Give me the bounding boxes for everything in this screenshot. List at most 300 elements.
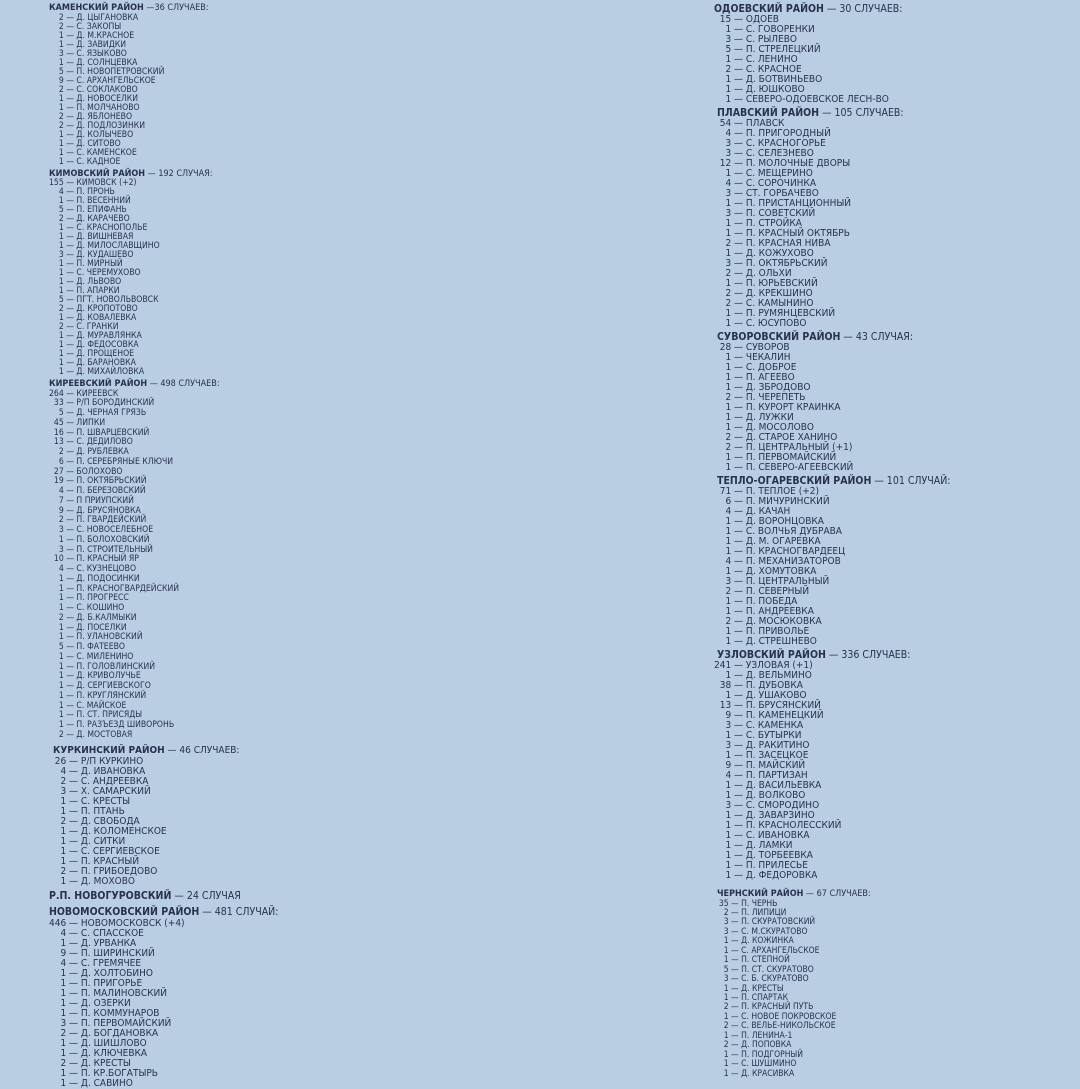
locality-name: Д. КОЛЫЧЕВО	[76, 129, 134, 140]
dash-separator: —	[66, 987, 81, 999]
locality-name: Д. ПОДОСИНКИ	[76, 573, 140, 584]
locality-name: П. МИРНЫЙ	[76, 259, 123, 269]
locality-name: П. СПАРТАК	[741, 993, 788, 1004]
dash-separator: —	[63, 75, 77, 86]
locality-count: 3	[723, 926, 729, 937]
locality-count: 3	[725, 34, 732, 45]
locality-name: П. КРАСНОЛЕССКИЙ	[745, 820, 842, 831]
locality-row	[49, 179, 519, 188]
locality-name: П. КРАСНЫЙ	[80, 855, 140, 867]
locality-row	[49, 1079, 519, 1089]
locality-name: С. АНДРЕЕВКА	[80, 775, 149, 787]
locality-name: С. ВОЛЧЬЯ ДУБРАВА	[745, 526, 842, 537]
locality-name: П. МИЧУРИНСКИЙ	[745, 496, 830, 507]
locality-name: С. КАМЕНКА	[745, 720, 804, 731]
dash-separator: —	[63, 534, 77, 545]
dash-separator: —	[728, 907, 742, 918]
locality-count: 3	[725, 188, 732, 199]
locality-name: Д. МОСОЛОВО	[745, 422, 814, 433]
locality-count: 1	[723, 945, 729, 956]
dash-separator: —	[63, 729, 77, 740]
locality-name: С. МАЙСКОЕ	[76, 700, 127, 711]
locality-name: П. СТРОЙКА	[745, 218, 802, 229]
locality-name: Д. КРОПОТОВО	[76, 304, 138, 314]
locality-name: П. КАМЕНЕЦКИЙ	[745, 710, 824, 721]
locality-count: 2	[725, 586, 732, 597]
dash-separator: —	[731, 546, 746, 557]
locality-name: Д. ВАСИЛЬЕВКА	[745, 780, 822, 791]
count-indent	[49, 662, 59, 672]
dash-separator: —	[63, 593, 77, 604]
locality-count: 28	[719, 342, 732, 353]
locality-name: П. КРАСНОГВАРДЕЙСКИЙ	[76, 583, 180, 594]
count-indent	[49, 584, 59, 594]
dash-separator: —	[731, 54, 746, 65]
locality-name: Д. ЮШКОВО	[745, 84, 805, 95]
locality-count: 1	[58, 30, 64, 41]
locality-name: С. КРАСНОЕ	[745, 64, 802, 75]
locality-count: 1	[725, 84, 732, 95]
locality-count: 1	[725, 362, 732, 373]
locality-count: 1	[725, 516, 732, 527]
dash-separator: —	[63, 241, 77, 251]
locality-name: Д. ПОДЛОЗИНКИ	[76, 120, 146, 131]
locality-name: Д. СИТКИ	[80, 835, 126, 847]
locality-count: 2	[725, 268, 732, 279]
locality-count: 1	[725, 462, 732, 473]
locality-count: 1	[58, 129, 64, 140]
locality-count: 27	[53, 466, 64, 477]
count-indent	[49, 545, 59, 555]
locality-count: 1	[58, 223, 64, 233]
locality-name: Д. ЗАВАРЗИНО	[745, 810, 815, 821]
dash-separator: —	[63, 651, 77, 662]
locality-name: С. БУТЫРКИ	[745, 730, 802, 741]
dash-separator: —	[731, 486, 746, 497]
locality-name: ОДОЕВ	[745, 14, 779, 25]
locality-name: П. БОЛОХОВСКИЙ	[76, 534, 150, 545]
locality-count: 1	[60, 937, 67, 949]
locality-name: П. АНДРЕЕВКА	[745, 606, 814, 617]
dash-separator: —	[63, 367, 77, 377]
dash-separator: —	[731, 720, 746, 731]
locality-name: ПЛАВСК	[745, 118, 785, 129]
dash-separator: —	[63, 603, 77, 613]
locality-count: 4	[60, 957, 67, 969]
locality-name: С. ДЕДИЛОВО	[76, 437, 133, 448]
locality-name: П. ПАРТИЗАН	[745, 770, 808, 781]
locality-count: 1	[725, 626, 732, 637]
locality-count: 1	[725, 278, 732, 289]
dash-separator: —	[731, 118, 746, 129]
locality-name: Д. СЕРГИЕВСКОГО	[76, 681, 151, 691]
district-name: Р.П. НОВОГУРОВСКИЙ	[49, 889, 172, 902]
locality-count: 4	[58, 486, 64, 496]
locality-name: П. ЦЕНТРАЛЬНЫЙ (+1)	[745, 442, 853, 453]
locality-name: С. ГРЕМЯЧЕЕ	[80, 957, 142, 969]
locality-name: Д. ВОРОНЦОВКА	[745, 516, 824, 527]
locality-name: С. СМОРОДИНО	[745, 800, 820, 811]
dash-separator: —	[63, 102, 77, 113]
dash-separator: —	[66, 1007, 81, 1019]
dash-separator: —	[63, 232, 77, 242]
dash-separator: —	[63, 408, 77, 418]
locality-name: П. БРУСЯНСКИЙ	[745, 700, 821, 711]
count-indent	[49, 447, 59, 457]
dash-separator: —	[63, 427, 77, 438]
locality-count: 1	[58, 241, 64, 251]
dash-separator: —	[731, 452, 746, 463]
dash-separator: —	[731, 690, 746, 701]
locality-name: КИРЕЕВСК	[76, 388, 119, 399]
locality-count: 1	[60, 1037, 67, 1049]
count-indent	[49, 496, 59, 506]
dash-separator: —	[731, 860, 746, 871]
locality-count: 446	[49, 917, 67, 929]
locality-count: 2	[60, 1057, 67, 1069]
locality-count: 5	[58, 408, 64, 418]
locality-name: Д. МИЛОСЛАВЩИНО	[76, 241, 160, 251]
locality-name: П. КРУГЛЯНСКИЙ	[76, 690, 147, 701]
dash-separator: —	[728, 1040, 742, 1051]
dash-separator: —	[731, 128, 746, 139]
district-summary: — 67 СЛУЧАЕВ:	[803, 889, 871, 899]
locality-count: 1	[58, 196, 64, 206]
locality-name: Д. БОГДАНОВКА	[80, 1027, 159, 1039]
locality-count: 1	[58, 57, 64, 68]
dash-separator: —	[728, 917, 742, 928]
locality-name: П. БЕРЕЗОВСКИЙ	[76, 486, 146, 496]
district-section	[714, 107, 1080, 329]
locality-name: С. ШУШМИНО	[741, 1059, 797, 1070]
dash-separator: —	[63, 671, 77, 682]
locality-count: 1	[723, 1059, 729, 1070]
locality-name: П. ГРИБОЕДОВО	[80, 865, 158, 877]
locality-count: 1	[60, 987, 67, 999]
dash-separator: —	[731, 750, 746, 761]
locality-name: С. НОВОЕ ПОКРОВСКОЕ	[741, 1011, 837, 1022]
locality-name: П. ДУБОВКА	[745, 680, 803, 691]
dash-separator: —	[66, 785, 81, 797]
dash-separator: —	[731, 780, 746, 791]
dash-separator: —	[731, 94, 746, 105]
district-summary: — 105 СЛУЧАЕВ:	[819, 107, 904, 119]
locality-name: П. КРАСНЫЙ ОКТЯБРЬ	[745, 228, 850, 239]
locality-count: 1	[58, 367, 64, 377]
count-indent	[49, 876, 60, 887]
dash-separator: —	[63, 456, 77, 467]
locality-count: 9	[60, 947, 67, 959]
dash-separator: —	[63, 84, 77, 95]
locality-count: 4	[725, 128, 732, 139]
dash-separator: —	[731, 372, 746, 383]
locality-name: Д. СИТОВО	[76, 138, 121, 149]
locality-row	[49, 278, 519, 287]
count-indent	[49, 613, 59, 623]
district-summary: — 24 СЛУЧАЯ	[171, 889, 241, 902]
locality-name: Д. ЛАМКИ	[745, 840, 793, 851]
locality-name: Д. ЗБРОДОВО	[745, 382, 811, 393]
locality-name: Д. МУРАВЛЯНКА	[76, 331, 142, 341]
district-section	[714, 889, 1080, 1079]
locality-name: С. ЮСУПОВО	[745, 318, 807, 329]
dash-separator: —	[728, 974, 742, 985]
count-indent	[49, 691, 59, 701]
locality-count: 1	[725, 412, 732, 423]
dash-separator: —	[63, 710, 77, 721]
locality-name: П. ПОДГОРНЫЙ	[741, 1049, 803, 1060]
dash-separator: —	[731, 74, 746, 85]
locality-count: 1	[725, 810, 732, 821]
dash-separator: —	[731, 318, 746, 329]
locality-name: С. М.СКУРАТОВО	[741, 926, 808, 937]
district-name: УЗЛОВСКИЙ РАЙОН	[717, 649, 826, 661]
section-gap	[714, 881, 1080, 889]
district-section	[49, 169, 519, 378]
locality-name: П. ПРИЛЕСЬЕ	[745, 860, 808, 871]
locality-count: 4	[725, 506, 732, 517]
dash-separator: —	[731, 178, 746, 189]
locality-name: П. МЕХАНИЗАТОРОВ	[745, 556, 841, 567]
dash-separator: —	[66, 1067, 81, 1079]
dash-separator: —	[63, 147, 77, 158]
dash-separator: —	[731, 810, 746, 821]
locality-name: П. КРАСНЫЙ ПУТЬ	[741, 1002, 814, 1013]
dash-separator: —	[63, 573, 77, 584]
dash-separator: —	[63, 437, 77, 448]
dash-separator: —	[63, 661, 77, 672]
locality-count: 1	[725, 690, 732, 701]
count-indent	[714, 870, 725, 881]
dash-separator: —	[731, 606, 746, 617]
locality-count: 26	[54, 755, 67, 767]
locality-count: 2	[60, 865, 67, 877]
locality-name: Д. КРЕСТЫ	[80, 1057, 131, 1069]
dash-separator: —	[728, 1049, 742, 1060]
locality-name: П. ТЕПЛОЕ (+2)	[745, 486, 820, 497]
district-header	[49, 905, 519, 919]
district-summary: — 101 СЛУЧАЙ:	[871, 475, 951, 487]
dash-separator: —	[731, 84, 746, 95]
locality-name: С. СОРОЧИНКА	[745, 178, 816, 189]
locality-count: 3	[58, 544, 64, 555]
locality-count: 1	[58, 259, 64, 269]
locality-count: 2	[60, 1027, 67, 1039]
count-indent	[49, 603, 59, 613]
locality-count: 2	[723, 1002, 729, 1013]
dash-separator: —	[731, 392, 746, 403]
locality-count: 1	[723, 1011, 729, 1022]
district-section	[49, 905, 519, 1089]
locality-count: 2	[60, 815, 67, 827]
count-indent	[49, 408, 59, 418]
dash-separator: —	[63, 564, 77, 574]
locality-name: П. ЛЕНИНА-1	[741, 1030, 793, 1041]
locality-name: Д. КУДАШЕВО	[76, 250, 134, 260]
dash-separator: —	[66, 765, 81, 777]
locality-name: Д. ХОЛТОБИНО	[80, 967, 153, 979]
district-name: СУВОРОВСКИЙ РАЙОН	[717, 331, 841, 343]
dash-separator: —	[66, 977, 81, 989]
locality-count: 1	[60, 835, 67, 847]
dash-separator: —	[731, 850, 746, 861]
locality-row	[714, 463, 1080, 473]
locality-name: Д. МИХАЙЛОВКА	[76, 367, 145, 377]
locality-count: 1	[725, 830, 732, 841]
locality-name: П. ЦЕНТРАЛЬНЫЙ	[745, 576, 830, 587]
dash-separator: —	[731, 710, 746, 721]
locality-count: 1	[58, 313, 64, 323]
dash-separator: —	[731, 298, 746, 309]
locality-name: П. СЕВЕРО-АГЕЕВСКИЙ	[745, 462, 854, 473]
dash-separator: —	[731, 526, 746, 537]
dash-separator: —	[731, 168, 746, 179]
locality-name: Д. ЛЬВОВО	[76, 277, 122, 287]
locality-count: 3	[725, 800, 732, 811]
locality-name: С. СПАССКОЕ	[80, 927, 144, 939]
locality-name: Д. КРИВОЛУЧЬЕ	[76, 671, 141, 682]
dash-separator: —	[731, 760, 746, 771]
locality-name: Д. СОЛНЦЕВКА	[76, 57, 138, 68]
locality-count: 2	[58, 322, 64, 332]
locality-count: 2	[725, 288, 732, 299]
locality-count: 1	[58, 583, 64, 594]
locality-name: С. КРАСНОГОРЬЕ	[745, 138, 826, 149]
locality-count: 1	[723, 1049, 729, 1060]
locality-row	[49, 877, 519, 887]
locality-count: 1	[725, 596, 732, 607]
locality-count: 1	[725, 730, 732, 741]
dash-separator: —	[728, 926, 742, 937]
locality-name: С. ГОВОРЕНКИ	[745, 24, 815, 35]
dash-separator: —	[731, 64, 746, 75]
locality-name: С. СЕРГИЕВСКОЕ	[80, 845, 160, 857]
dash-separator: —	[731, 496, 746, 507]
district-section	[49, 889, 519, 903]
locality-count: 4	[725, 178, 732, 189]
locality-name: БОЛОХОВО	[76, 466, 123, 477]
locality-count: 1	[58, 632, 64, 643]
locality-name: П. СТРЕЛЕЦКИЙ	[745, 44, 821, 55]
count-indent	[49, 730, 59, 740]
locality-count: 45	[53, 417, 64, 428]
dash-separator: —	[731, 576, 746, 587]
locality-count: 1	[725, 54, 732, 65]
dash-separator: —	[66, 947, 81, 959]
locality-count: 1	[725, 536, 732, 547]
locality-name: П. ПТАНЬ	[80, 805, 125, 817]
locality-count: 4	[60, 927, 67, 939]
locality-name: С. КАДНОЕ	[76, 156, 121, 167]
locality-count: 2	[58, 729, 64, 740]
locality-name: П. ПОБЕДА	[745, 596, 798, 607]
dash-separator: —	[63, 632, 77, 643]
locality-count: 1	[58, 681, 64, 691]
locality-count: 1	[725, 780, 732, 791]
dash-separator: —	[63, 268, 77, 278]
dash-separator: —	[63, 476, 77, 487]
locality-count: 5	[58, 642, 64, 652]
locality-name: Д. БРУСЯНОВКА	[76, 505, 141, 516]
dash-separator: —	[728, 1002, 742, 1013]
dash-separator: —	[66, 1017, 81, 1029]
district-name: ТЕПЛО-ОГАРЕВСКИЙ РАЙОН	[717, 475, 872, 487]
locality-name: С. КАМЫНИНО	[745, 298, 814, 309]
dash-separator: —	[728, 1059, 742, 1070]
locality-count: 1	[725, 820, 732, 831]
district-summary: — 336 СЛУЧАЕВ:	[825, 649, 911, 661]
locality-name: П. ПЕРВОМАЙСКИЙ	[80, 1017, 172, 1029]
locality-name: Д. ЦЫГАНОВКА	[76, 12, 139, 23]
locality-count: 5	[58, 295, 64, 305]
locality-count: 3	[723, 917, 729, 928]
locality-count: 5	[58, 205, 64, 215]
district-section	[49, 745, 519, 887]
locality-count: 2	[58, 111, 64, 122]
count-indent	[49, 632, 59, 642]
dash-separator: —	[66, 865, 81, 877]
locality-name: П. СОВЕТСКИЙ	[745, 208, 816, 219]
locality-name: П. ПРОГРЕСС	[76, 593, 129, 604]
locality-name: ПГТ. НОВОЛЬВОВСК	[76, 295, 159, 305]
dash-separator: —	[731, 24, 746, 35]
dash-separator: —	[731, 556, 746, 567]
count-indent	[714, 1069, 724, 1079]
locality-count: 2	[58, 447, 64, 457]
locality-name: НОВОМОСКОВСК (+4)	[80, 917, 185, 929]
locality-name: С. СОКЛАКОВО	[76, 84, 138, 95]
locality-count: 3	[725, 208, 732, 219]
count-indent	[49, 506, 59, 516]
locality-count: 1	[725, 422, 732, 433]
dash-separator: —	[66, 957, 81, 969]
dash-separator: —	[63, 340, 77, 350]
locality-count: 1	[58, 268, 64, 278]
locality-count: 1	[58, 340, 64, 350]
count-indent	[49, 671, 59, 681]
dash-separator: —	[728, 964, 742, 975]
locality-name: П. ШИРИНСКИЙ	[80, 947, 155, 959]
dash-separator: —	[728, 1011, 742, 1022]
locality-name: Д. ТОРБЕЕВКА	[745, 850, 813, 861]
locality-name: Д. М.КРАСНОЕ	[76, 30, 135, 41]
locality-name: П. ЧЕРЕПЕТЬ	[745, 392, 806, 403]
locality-row	[49, 158, 519, 167]
locality-count: 2	[725, 392, 732, 403]
dash-separator: —	[63, 21, 77, 32]
locality-count: 1	[725, 526, 732, 537]
locality-count: 1	[60, 825, 67, 837]
locality-name: П. СТРОИТЕЛЬНЫЙ	[76, 544, 153, 555]
district-section	[714, 649, 1080, 881]
locality-name: П. ГВАРДЕЙСКИЙ	[76, 515, 147, 526]
dash-separator: —	[728, 1021, 742, 1032]
locality-row	[714, 637, 1080, 647]
dash-separator: —	[731, 506, 746, 517]
locality-count: 1	[725, 218, 732, 229]
district-header	[49, 379, 519, 390]
dash-separator: —	[63, 48, 77, 59]
dash-separator: —	[731, 278, 746, 289]
dash-separator: —	[63, 495, 77, 506]
dash-separator: —	[63, 30, 77, 41]
locality-count: 1	[58, 651, 64, 662]
dash-separator: —	[731, 138, 746, 149]
locality-name: П. ГОЛОВЛИНСКИЙ	[76, 661, 156, 672]
dash-separator: —	[731, 840, 746, 851]
locality-count: 1	[60, 805, 67, 817]
locality-name: П. ЕПИФАНЬ	[76, 205, 127, 215]
